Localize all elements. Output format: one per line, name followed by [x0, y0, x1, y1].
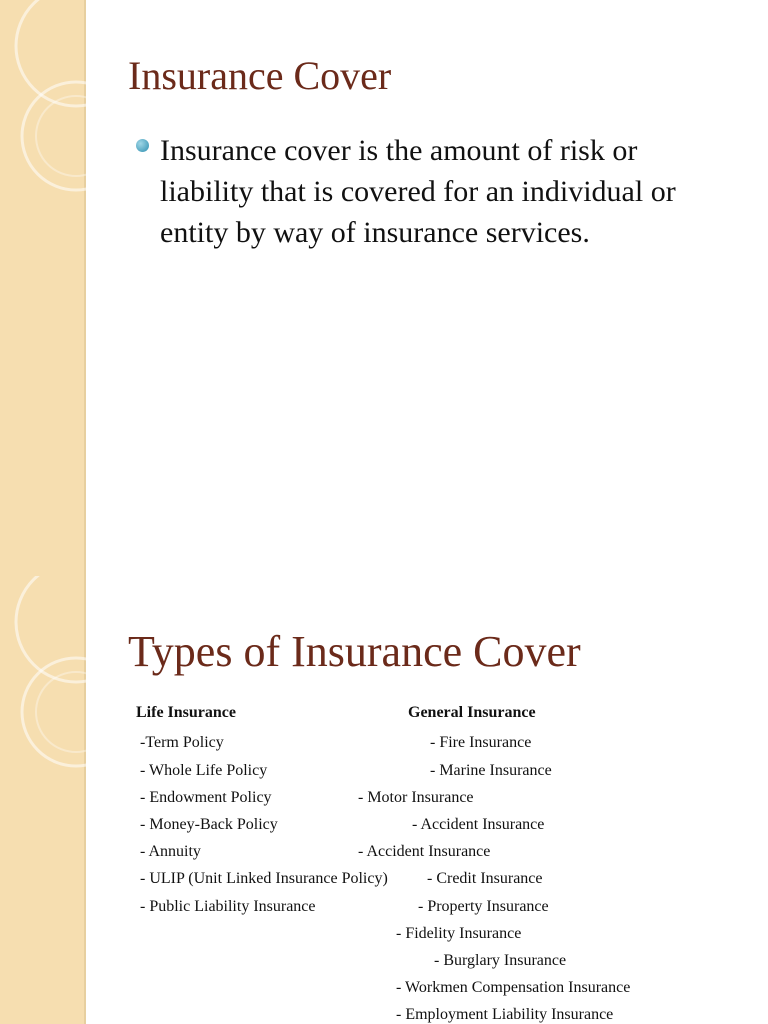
- life-item: - Public Liability Insurance: [140, 898, 316, 915]
- general-item: - Fire Insurance: [430, 734, 532, 751]
- life-item: - ULIP (Unit Linked Insurance Policy): [140, 870, 388, 887]
- life-insurance-header: Life Insurance: [136, 704, 236, 721]
- decorative-circles-icon: [0, 0, 140, 576]
- bullet-item: [130, 130, 730, 253]
- bullet-dot-icon: [136, 139, 149, 152]
- life-item: - Whole Life Policy: [140, 762, 268, 779]
- general-item: - Employment Liability Insurance: [396, 1006, 614, 1023]
- life-item: - Money-Back Policy: [140, 816, 278, 833]
- slide-types-of-insurance-cover: [0, 576, 768, 1024]
- general-item: - Fidelity Insurance: [396, 925, 522, 942]
- general-item: - Marine Insurance: [430, 762, 552, 779]
- general-item: - Credit Insurance: [427, 870, 543, 887]
- life-item: - Endowment Policy: [140, 789, 272, 806]
- general-insurance-header: General Insurance: [408, 704, 536, 721]
- general-item: - Workmen Compensation Insurance: [396, 979, 631, 996]
- general-item: - Burglary Insurance: [434, 952, 567, 969]
- slide-title: Insurance Cover: [128, 53, 392, 98]
- bullet-text: Insurance cover is the amount of risk or liability that is covered for an individual or entity by way of insurance services.: [160, 134, 676, 249]
- general-item: - Accident Insurance: [412, 816, 545, 833]
- slide-title: Types of Insurance Cover: [128, 627, 581, 676]
- decorative-circles-icon: [0, 576, 140, 1024]
- life-item: - Annuity: [140, 843, 201, 860]
- general-item: - Property Insurance: [418, 898, 549, 915]
- life-item: -Term Policy: [140, 734, 224, 751]
- general-item: - Accident Insurance: [358, 843, 491, 860]
- general-item: - Motor Insurance: [358, 789, 474, 806]
